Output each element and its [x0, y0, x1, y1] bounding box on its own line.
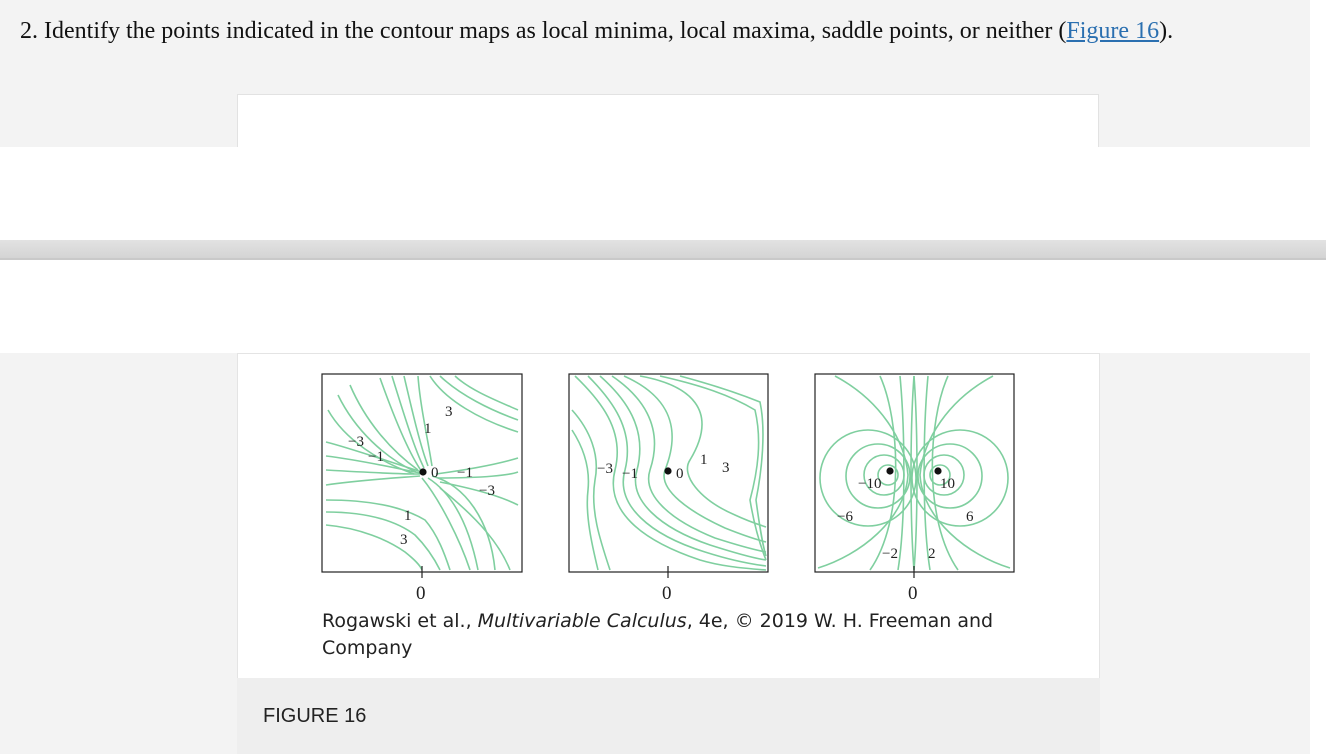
map2-axis-label: 0 — [662, 583, 672, 600]
map3-frame — [815, 374, 1014, 572]
map1-critical-point — [419, 468, 426, 475]
map1-label-neg1: −1 — [368, 449, 384, 465]
figure-caption — [322, 608, 1002, 662]
figure-link[interactable]: Figure 16 — [1066, 18, 1160, 44]
section-divider — [0, 240, 1326, 260]
map2-label-3: 3 — [722, 460, 730, 476]
caption-prefix: Rogawski et al., — [322, 610, 478, 632]
contour-map-2 — [569, 374, 768, 600]
map3-label-neg2: −2 — [882, 546, 898, 562]
question-end: ). — [1159, 18, 1174, 44]
top-card — [237, 94, 1099, 147]
contour-maps-figure — [300, 360, 1040, 600]
map1-label-0: 0 — [431, 465, 439, 481]
caption-suffix: , 4e, © 2019 W. H. Freeman and Company — [322, 610, 994, 659]
caption-book-title: Multivariable Calculus — [477, 610, 687, 632]
map3-critical-point-right — [934, 467, 941, 474]
map1-label-neg3: −3 — [348, 434, 364, 450]
map3-label-2: 2 — [928, 546, 936, 562]
figure-label: FIGURE 16 — [263, 705, 367, 727]
question-number: 2. — [20, 18, 38, 44]
map3-critical-point-left — [886, 467, 893, 474]
map3-label-neg6: −6 — [837, 509, 853, 525]
map1-label-neg1b: −1 — [457, 465, 473, 481]
map2-label-neg3: −3 — [597, 461, 613, 477]
map1-label-1a: 1 — [424, 421, 432, 437]
map3-label-6: 6 — [966, 509, 974, 525]
map1-axis-label: 0 — [416, 583, 426, 600]
map3-axis-label: 0 — [908, 583, 918, 600]
map1-label-3b: 3 — [400, 532, 408, 548]
question-body: Identify the points indicated in the contour maps as local minima, local maxima, saddle points, or neither ( — [44, 18, 1067, 44]
map1-label-neg3b: −3 — [479, 483, 495, 499]
figure-label-band — [237, 678, 1100, 754]
contour-map-3 — [815, 374, 1014, 600]
map3-label-10: 10 — [940, 476, 955, 492]
contour-map-1 — [322, 374, 522, 600]
question-text — [20, 18, 1173, 45]
map1-label-1b: 1 — [404, 508, 412, 524]
map2-critical-point — [664, 467, 671, 474]
map2-label-0: 0 — [676, 466, 684, 482]
map2-label-neg1: −1 — [622, 466, 638, 482]
map2-label-1: 1 — [700, 452, 708, 468]
map3-label-neg10: −10 — [858, 476, 882, 492]
map1-label-3a: 3 — [445, 404, 453, 420]
